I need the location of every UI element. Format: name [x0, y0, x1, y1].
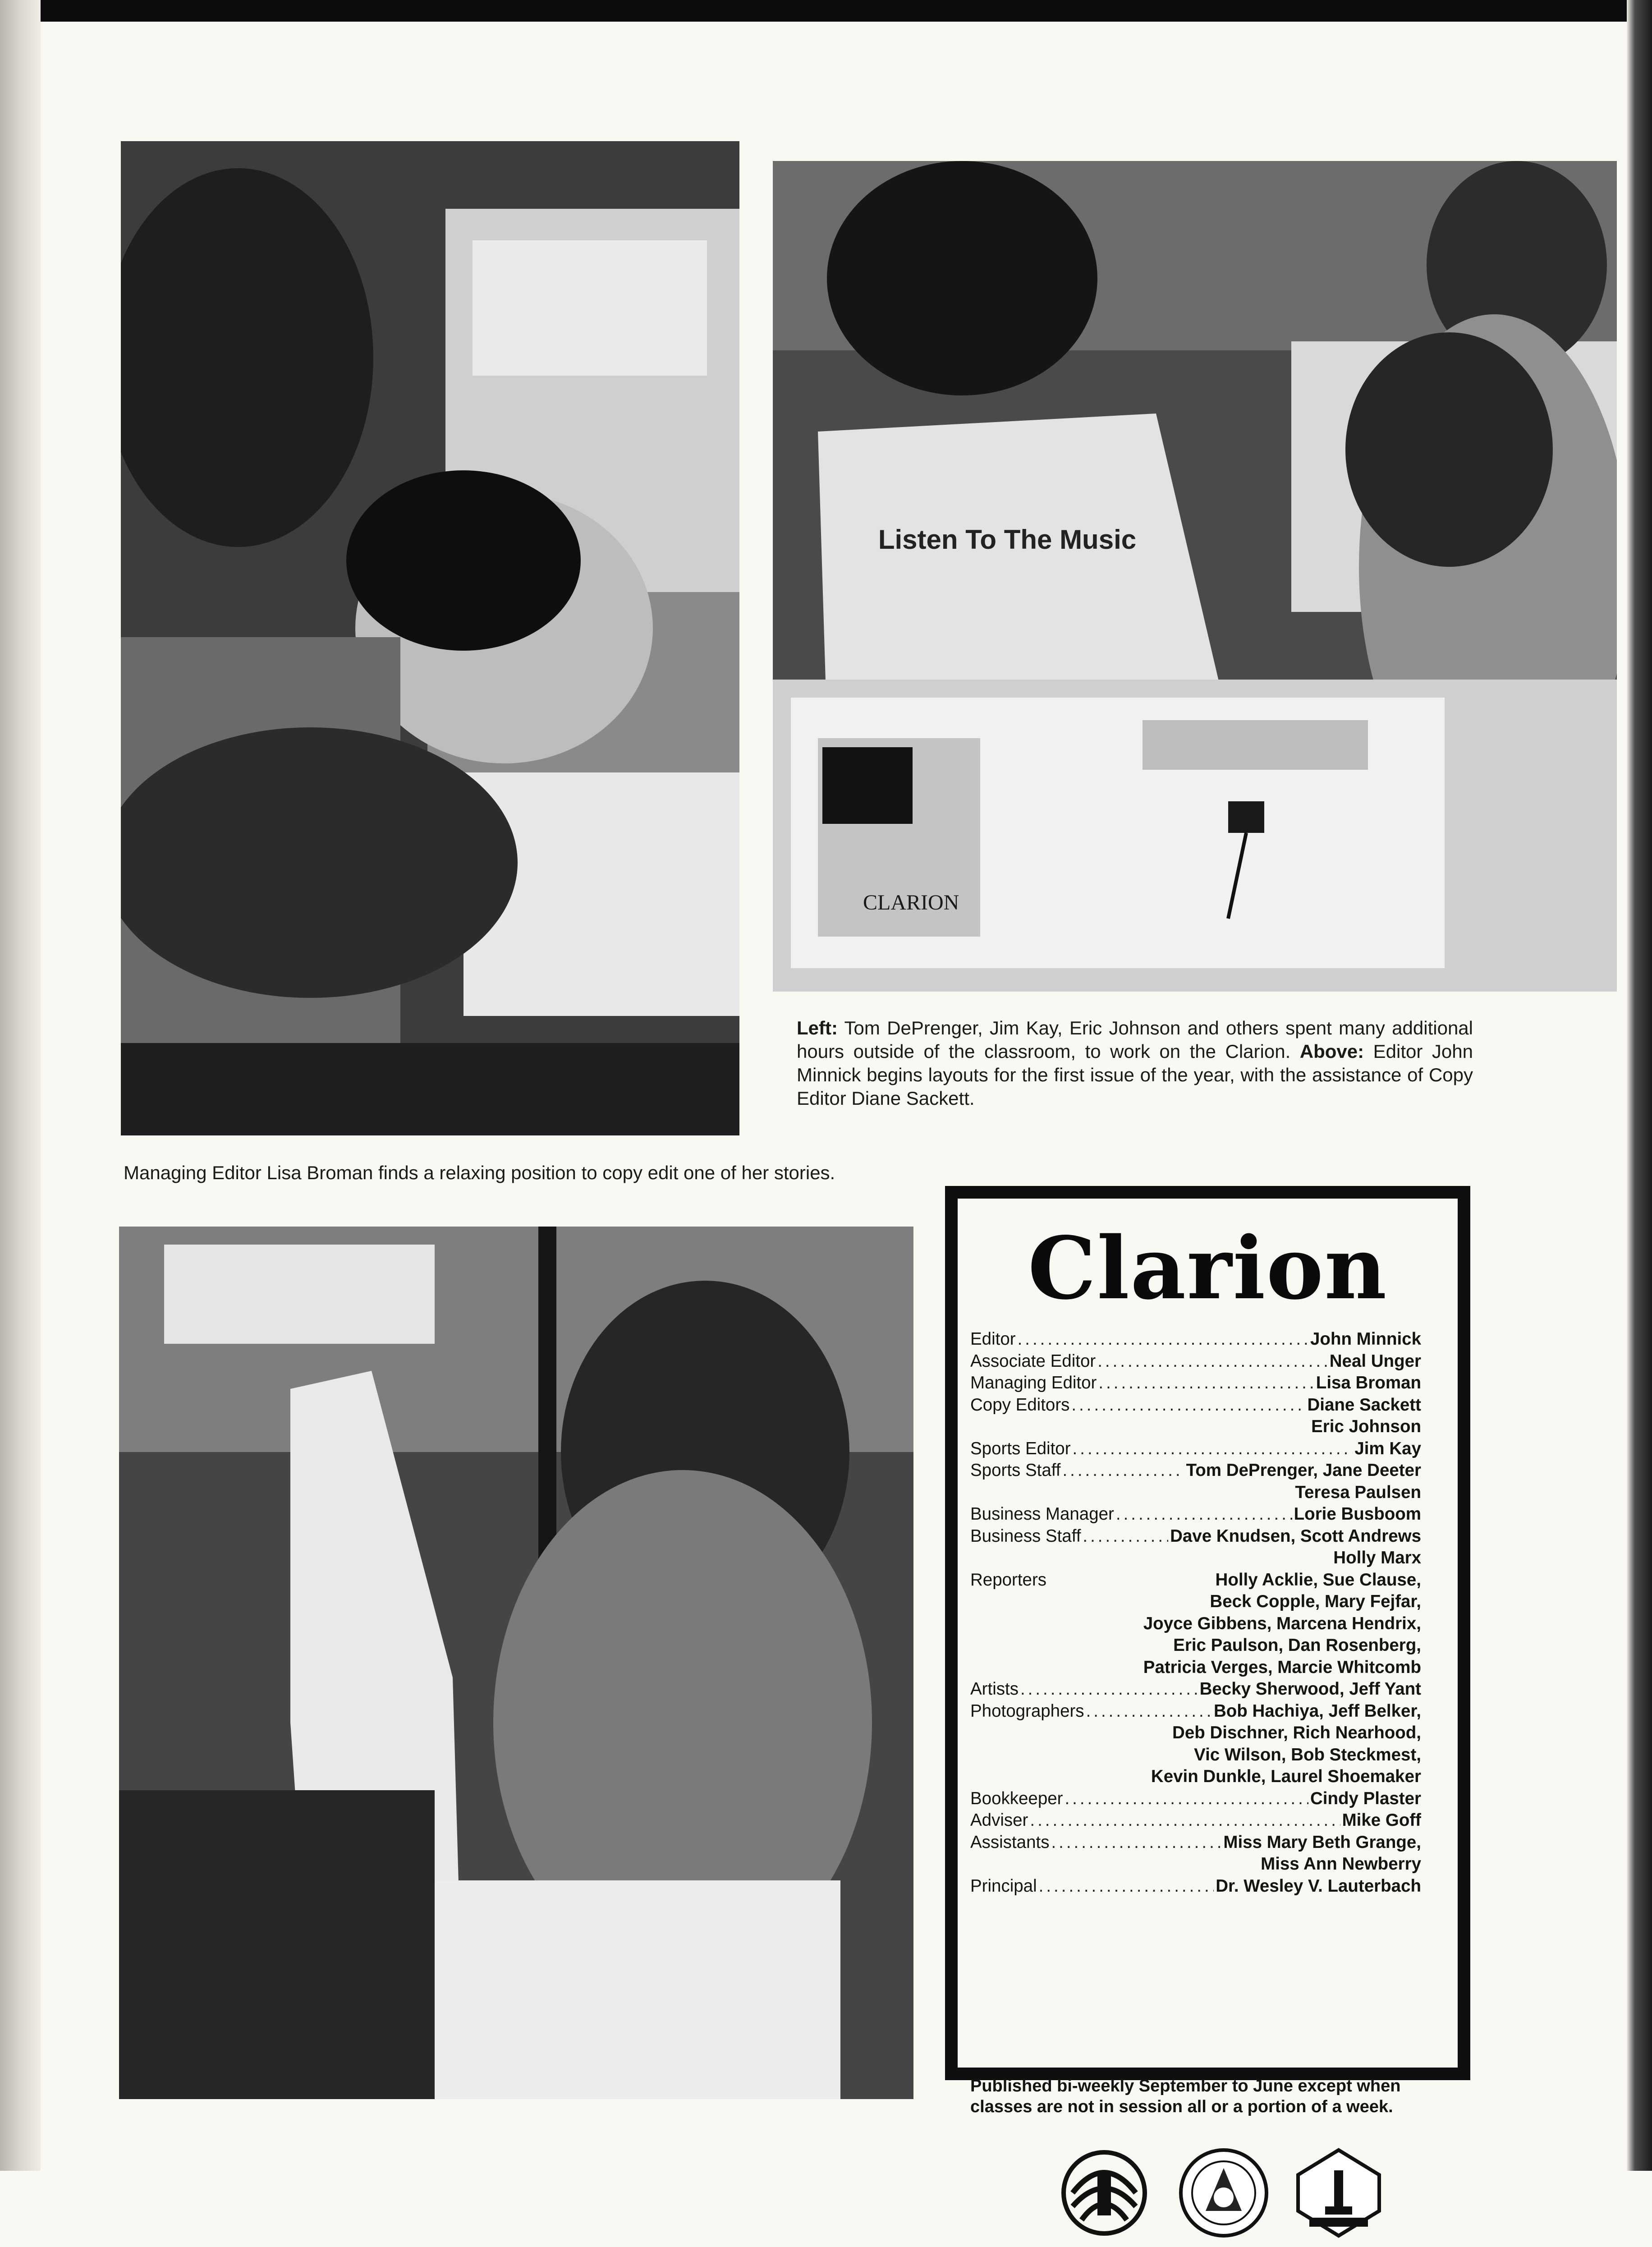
- caption-right-top: [797, 1016, 1473, 1110]
- scan-left-edge: [0, 0, 41, 2171]
- staff-name-continued: Holly Marx: [1333, 1548, 1421, 1567]
- scan-top-border: [0, 0, 1652, 22]
- staff-row: [970, 1569, 1421, 1591]
- leader-dots: [1062, 1460, 1184, 1482]
- staff-role: Sports Staff: [970, 1461, 1061, 1480]
- masthead-inner: [958, 1199, 1458, 2116]
- staff-name: Dr. Wesley V. Lauterbach: [1216, 1876, 1421, 1896]
- staff-name-continued: Vic Wilson, Bob Steckmest,: [1194, 1745, 1421, 1765]
- staff-name-continued: Teresa Paulsen: [1295, 1482, 1421, 1502]
- staff-row: [970, 1351, 1421, 1373]
- staff-name: Mike Goff: [1342, 1810, 1421, 1830]
- caption-above-label: Above:: [1299, 1041, 1364, 1062]
- scan-right-edge: [1627, 0, 1652, 2171]
- staff-role: Artists: [970, 1679, 1019, 1699]
- photo-editor-layout: [773, 161, 1617, 992]
- staff-name: Diane Sackett: [1307, 1395, 1421, 1415]
- staff-role: Adviser: [970, 1810, 1028, 1830]
- leader-dots: [1073, 1438, 1353, 1460]
- staff-role: Assistants: [970, 1832, 1050, 1852]
- staff-row: [970, 1503, 1421, 1526]
- staff-name-continued: Eric Paulson, Dan Rosenberg,: [1173, 1636, 1421, 1655]
- masthead-box: [945, 1186, 1470, 2116]
- leader-dots: [1065, 1788, 1308, 1810]
- staff-name-continued: Joyce Gibbens, Marcena Hendrix,: [1143, 1613, 1421, 1633]
- staff-name-continued: Beck Copple, Mary Fejfar,: [1210, 1592, 1421, 1611]
- staff-list: [970, 1328, 1421, 1897]
- staff-name: Dave Knudsen, Scott Andrews: [1170, 1526, 1421, 1546]
- staff-row: [970, 1875, 1421, 1898]
- staff-row: [970, 1460, 1421, 1482]
- staff-name: Neal Unger: [1329, 1351, 1421, 1371]
- leader-dots: [1097, 1351, 1328, 1373]
- shirt-slogan: Listen To The Music: [878, 524, 1137, 555]
- staff-name: Becky Sherwood, Jeff Yant: [1199, 1679, 1421, 1699]
- staff-name: John Minnick: [1310, 1329, 1421, 1349]
- staff-role: Managing Editor: [970, 1373, 1097, 1392]
- staff-role: Sports Editor: [970, 1438, 1071, 1458]
- staff-name: Jim Kay: [1354, 1438, 1421, 1458]
- staff-row: [970, 1526, 1421, 1548]
- leader-dots: [1083, 1526, 1168, 1548]
- staff-row: [970, 1700, 1421, 1723]
- leader-dots: [1030, 1810, 1340, 1832]
- staff-name-continued: Deb Dischner, Rich Nearhood,: [1172, 1723, 1421, 1742]
- staff-row: [970, 1328, 1421, 1351]
- staff-row: [970, 1394, 1421, 1416]
- staff-role: Photographers: [970, 1701, 1084, 1721]
- staff-name: Bob Hachiya, Jeff Belker,: [1213, 1701, 1421, 1721]
- leader-dots: [1018, 1328, 1308, 1351]
- staff-row: [970, 1832, 1421, 1854]
- published-note: Published bi-weekly September to June except when classes are not in session all or a portion of a week.: [970, 2077, 1401, 2116]
- staff-name: Holly Acklie, Sue Clause,: [1215, 1570, 1421, 1590]
- leader-dots: [1020, 1678, 1198, 1700]
- staff-role: Copy Editors: [970, 1395, 1070, 1415]
- staff-row: [970, 1810, 1421, 1832]
- staff-name-continued: Patricia Verges, Marcie Whitcomb: [1143, 1657, 1421, 1677]
- association-badge-icon: [1289, 2143, 1388, 2242]
- staff-role: Business Manager: [970, 1504, 1114, 1524]
- leader-dots: [1116, 1503, 1292, 1526]
- press-association-emblem-icon: [1055, 2143, 1154, 2242]
- staff-row: [970, 1678, 1421, 1700]
- caption-left-text: Tom DePrenger, Jim Kay, Eric Johnson and others spent many additional hours outside of the classroom, to work on the Clarion.: [797, 1017, 1473, 1062]
- leader-dots: [1071, 1394, 1305, 1416]
- leader-dots: [1086, 1700, 1212, 1723]
- staff-name: Lorie Busboom: [1294, 1504, 1421, 1524]
- caption-left-label: Left:: [797, 1017, 838, 1038]
- staff-row: [970, 1372, 1421, 1394]
- staff-role: Principal: [970, 1876, 1037, 1896]
- staff-name: Tom DePrenger, Jane Deeter: [1186, 1461, 1421, 1480]
- staff-name-continued: Eric Johnson: [1311, 1417, 1421, 1436]
- staff-row: [970, 1438, 1421, 1460]
- staff-role: Business Staff: [970, 1526, 1081, 1546]
- leader-dots: [1051, 1832, 1221, 1854]
- caption-left-mid: Managing Editor Lisa Broman finds a relaxing position to copy edit one of her stories.: [124, 1162, 835, 1183]
- staff-role: Editor: [970, 1329, 1016, 1349]
- staff-role: Bookkeeper: [970, 1788, 1063, 1808]
- newspaper-nameplate: CLARION: [863, 891, 959, 914]
- staff-name: Cindy Plaster: [1310, 1788, 1421, 1808]
- staff-role: Reporters: [970, 1570, 1047, 1590]
- staff-name: Miss Mary Beth Grange,: [1223, 1832, 1421, 1852]
- photo-students-working: [121, 141, 739, 1135]
- staff-role: Associate Editor: [970, 1351, 1096, 1371]
- staff-name: Lisa Broman: [1316, 1373, 1421, 1392]
- masthead-title: Clarion: [1028, 1218, 1388, 1319]
- photo-managing-editor-reading: [119, 1227, 913, 2099]
- leader-dots: [1039, 1875, 1214, 1898]
- association-logos: [958, 2143, 1458, 2247]
- caption-above-text: Editor John Minnick begins layouts for the first issue of the year, with the assistance of Copy Editor Diane Sackett.: [797, 1041, 1473, 1109]
- staff-name-continued: Miss Ann Newberry: [1261, 1854, 1421, 1874]
- school-seal-icon: [1174, 2143, 1273, 2242]
- leader-dots: [1098, 1372, 1314, 1394]
- staff-name-continued: Kevin Dunkle, Laurel Shoemaker: [1151, 1767, 1421, 1786]
- staff-row: [970, 1788, 1421, 1810]
- leader-dots: [1048, 1569, 1213, 1591]
